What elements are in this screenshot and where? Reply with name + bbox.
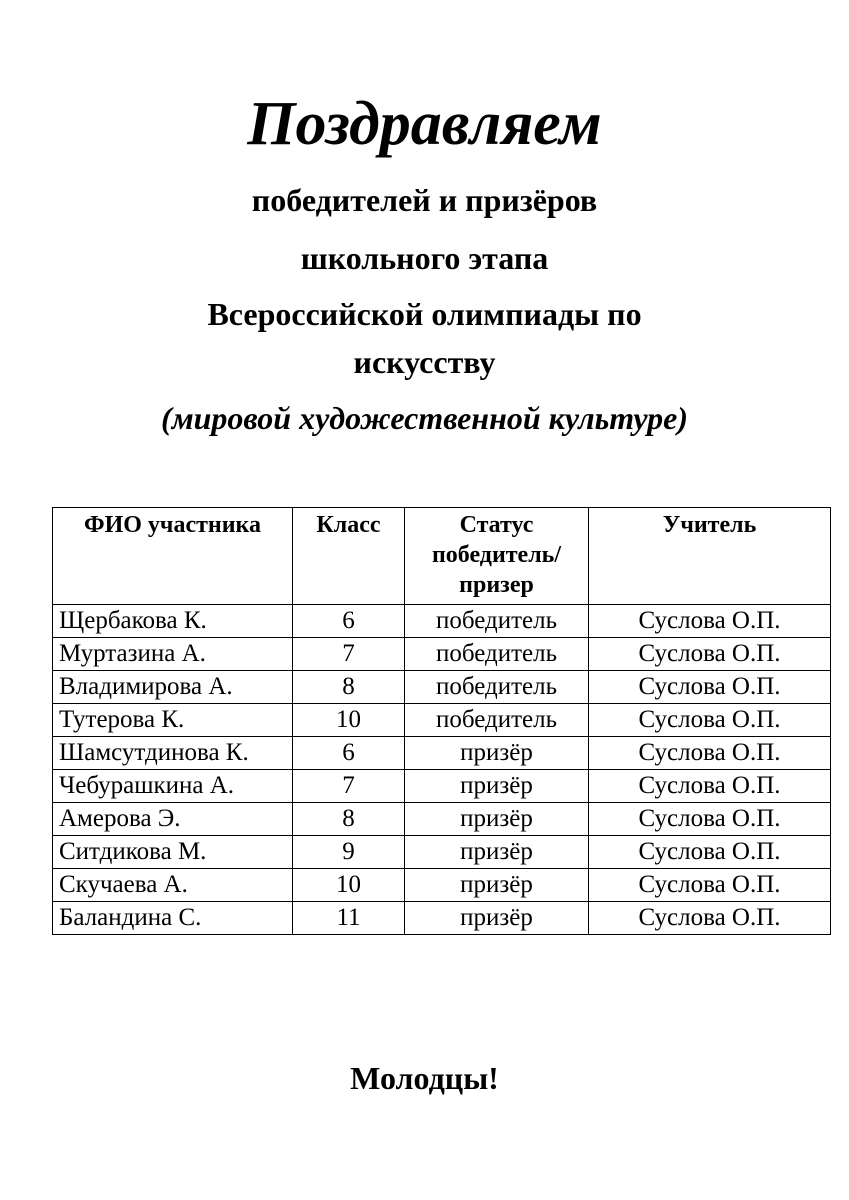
table-row — [53, 770, 831, 803]
cell-name: Владимирова А. — [53, 671, 293, 704]
table-row — [53, 605, 831, 638]
cell-teacher: Суслова О.П. — [589, 638, 831, 671]
cell-class: 9 — [293, 836, 405, 869]
cell-status: победитель — [405, 638, 589, 671]
cell-teacher: Суслова О.П. — [589, 605, 831, 638]
cell-status: победитель — [405, 704, 589, 737]
cell-teacher: Суслова О.П. — [589, 836, 831, 869]
header-name: ФИО участника — [53, 508, 293, 605]
header-class: Класс — [293, 508, 405, 605]
cell-class: 7 — [293, 770, 405, 803]
cell-teacher: Суслова О.П. — [589, 803, 831, 836]
subtitle-line-4: искусству — [353, 344, 496, 380]
cell-status: призёр — [405, 869, 589, 902]
cell-name: Щербакова К. — [53, 605, 293, 638]
table-row — [53, 638, 831, 671]
subtitle-line-5: (мировой художественной культуре) — [161, 400, 688, 436]
cell-status: призёр — [405, 770, 589, 803]
subtitle-line-2: школьного этапа — [300, 240, 549, 276]
cell-class: 6 — [293, 737, 405, 770]
cell-class: 10 — [293, 869, 405, 902]
cell-name: Тутерова К. — [53, 704, 293, 737]
cell-class: 11 — [293, 902, 405, 935]
cell-name: Муртазина А. — [53, 638, 293, 671]
cell-name: Шамсутдинова К. — [53, 737, 293, 770]
table-row — [53, 869, 831, 902]
cell-teacher: Суслова О.П. — [589, 737, 831, 770]
table-row — [53, 704, 831, 737]
cell-status: призёр — [405, 836, 589, 869]
header-status: Статус победитель/ призер — [405, 508, 589, 605]
cell-status: победитель — [405, 605, 589, 638]
cell-name: Ситдикова М. — [53, 836, 293, 869]
table-row — [53, 902, 831, 935]
table-row — [53, 836, 831, 869]
cell-teacher: Суслова О.П. — [589, 770, 831, 803]
subtitle-line-1: победителей и призёров — [251, 182, 598, 218]
header-teacher: Учитель — [589, 508, 831, 605]
page-title: Поздравляем — [247, 90, 602, 158]
cell-class: 8 — [293, 803, 405, 836]
results-table — [52, 507, 831, 935]
table-row — [53, 737, 831, 770]
cell-class: 6 — [293, 605, 405, 638]
cell-class: 10 — [293, 704, 405, 737]
cell-teacher: Суслова О.П. — [589, 869, 831, 902]
cell-class: 8 — [293, 671, 405, 704]
cell-teacher: Суслова О.П. — [589, 902, 831, 935]
subtitle-line-3: Всероссийской олимпиады по — [207, 296, 642, 332]
cell-name: Чебурашкина А. — [53, 770, 293, 803]
footer-text: Молодцы! — [350, 1060, 499, 1096]
table-row — [53, 671, 831, 704]
cell-status: призёр — [405, 803, 589, 836]
cell-class: 7 — [293, 638, 405, 671]
cell-teacher: Суслова О.П. — [589, 704, 831, 737]
cell-status: призёр — [405, 902, 589, 935]
table-row — [53, 803, 831, 836]
cell-name: Амерова Э. — [53, 803, 293, 836]
cell-teacher: Суслова О.П. — [589, 671, 831, 704]
cell-name: Скучаева А. — [53, 869, 293, 902]
table-header-row — [53, 508, 831, 605]
cell-status: призёр — [405, 737, 589, 770]
cell-status: победитель — [405, 671, 589, 704]
cell-name: Баландина С. — [53, 902, 293, 935]
